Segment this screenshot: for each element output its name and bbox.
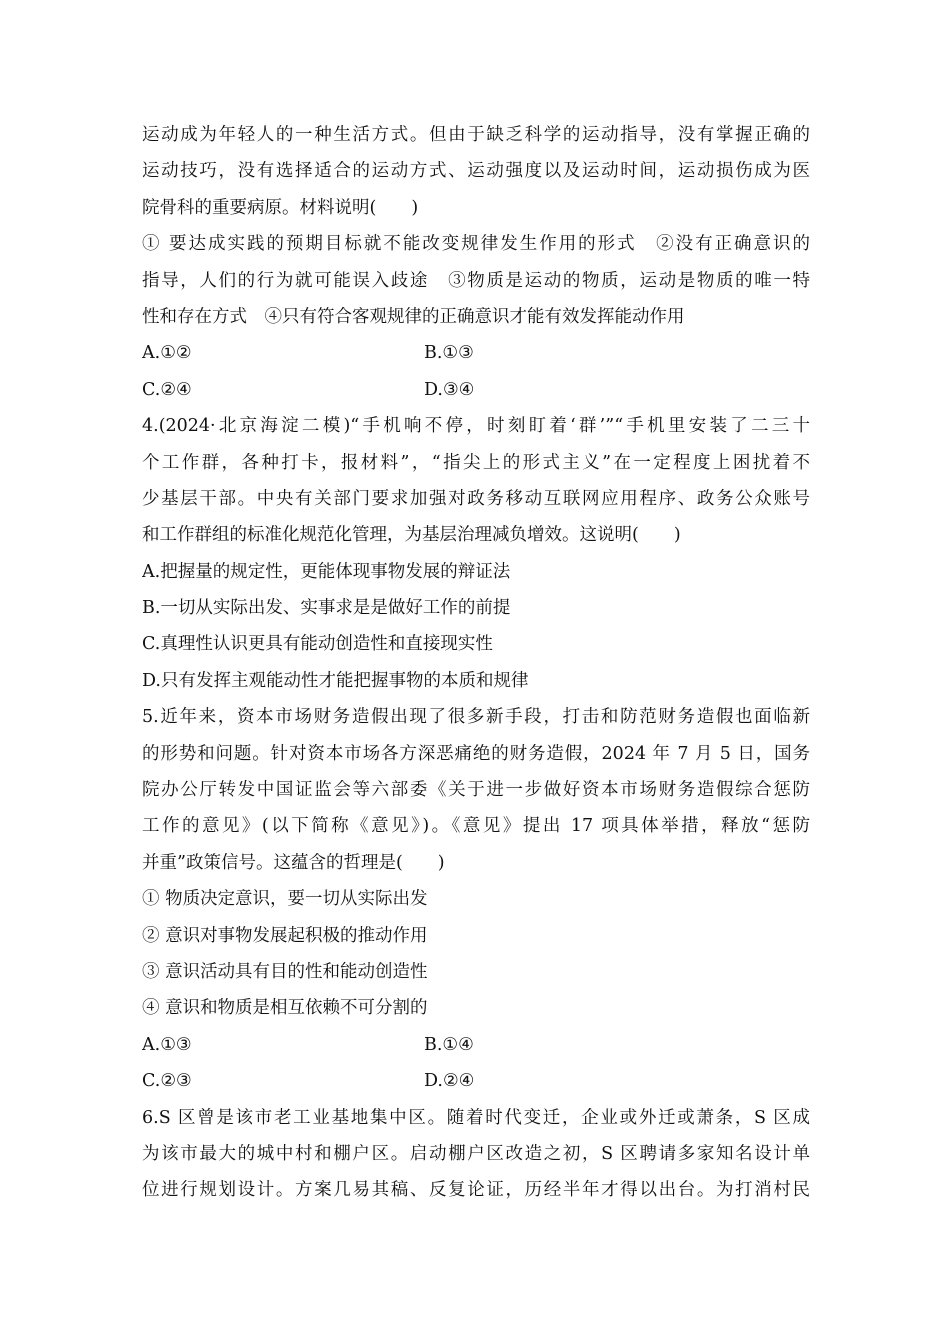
question-3-stem	[142, 117, 810, 335]
text-line: 院办公厅转发中国证监会等六部委《关于进一步做好资本市场财务造假综合惩防	[142, 780, 810, 801]
option-a[interactable]: A.①②	[142, 343, 192, 364]
text-line: 5.近年来，资本市场财务造假出现了很多新手段，打击和防范财务造假也面临新	[142, 707, 810, 728]
option-a[interactable]: A.①③	[142, 1034, 192, 1055]
option-c[interactable]: C.②③	[142, 1071, 192, 1092]
question-4-options	[142, 554, 810, 700]
statement-4: ④ 意识和物质是相互依赖不可分割的	[142, 998, 428, 1019]
option-b[interactable]: B.①③	[424, 343, 474, 364]
statement-2: ② 意识对事物发展起积极的推动作用	[142, 925, 428, 946]
text-line: 4.(2024·北京海淀二模)“手机响不停，时刻盯着‘群’”“手机里安装了二三十	[142, 416, 810, 437]
option-d[interactable]: D.②④	[424, 1071, 475, 1092]
document-page	[142, 117, 810, 1209]
statement-1: ① 物质决定意识，要一切从实际出发	[142, 889, 428, 910]
text-line: 少基层干部。中央有关部门要求加强对政务移动互联网应用程序、政务公众账号	[142, 488, 810, 509]
question-3-options	[142, 335, 810, 408]
text-line: 运动技巧，没有选择适合的运动方式、运动强度以及运动时间，运动损伤成为医	[142, 161, 810, 182]
text-line: 的形势和问题。针对资本市场各方深恶痛绝的财务造假，2024 年 7 月 5 日，国务	[142, 743, 810, 764]
text-line: 工作的意见》(以下简称《意见》)。《意见》提出 17 项具体举措，释放“惩防	[142, 816, 810, 837]
option-d[interactable]: D.只有发挥主观能动性才能把握事物的本质和规律	[142, 670, 529, 691]
statement-line: 性和存在方式 ④只有符合客观规律的正确意识才能有效发挥能动作用	[142, 306, 685, 327]
text-line: 个工作群，各种打卡，报材料”，“指尖上的形式主义”在一定程度上困扰着不	[142, 452, 810, 473]
text-line: 院骨科的重要病原。材料说明( )	[142, 197, 419, 218]
question-5-statements	[142, 881, 810, 1027]
question-6-stem	[142, 1100, 810, 1209]
option-row	[142, 1027, 810, 1063]
text-line: 6.S 区曾是该市老工业基地集中区。随着时代变迁，企业或外迁或萧条，S 区成	[142, 1107, 810, 1128]
option-c[interactable]: C.真理性认识更具有能动创造性和直接现实性	[142, 634, 493, 655]
question-5-stem	[142, 699, 810, 881]
question-5-options	[142, 1027, 810, 1100]
option-d[interactable]: D.③④	[424, 379, 475, 400]
option-row	[142, 335, 810, 371]
question-4-stem	[142, 408, 810, 554]
option-b[interactable]: B.一切从实际出发、实事求是是做好工作的前提	[142, 598, 511, 619]
option-row	[142, 372, 810, 408]
text-line: 为该市最大的城中村和棚户区。启动棚户区改造之初，S 区聘请多家知名设计单	[142, 1143, 810, 1164]
text-line: 运动成为年轻人的一种生活方式。但由于缺乏科学的运动指导，没有掌握正确的	[142, 125, 810, 145]
option-row	[142, 1063, 810, 1099]
statement-3: ③ 意识活动具有目的性和能动创造性	[142, 961, 428, 982]
text-line: 并重”政策信号。这蕴含的哲理是( )	[142, 852, 445, 873]
option-a[interactable]: A.把握量的规定性，更能体现事物发展的辩证法	[142, 561, 511, 582]
statement-line: ① 要达成实践的预期目标就不能改变规律发生作用的形式 ②没有正确意识的	[142, 234, 810, 255]
option-c[interactable]: C.②④	[142, 379, 192, 400]
text-line: 位进行规划设计。方案几易其稿、反复论证，历经半年才得以出台。为打消村民	[142, 1180, 810, 1201]
text-line: 和工作群组的标准化规范化管理，为基层治理减负增效。这说明( )	[142, 525, 681, 546]
option-b[interactable]: B.①④	[424, 1034, 474, 1055]
statement-line: 指导，人们的行为就可能误入歧途 ③物质是运动的物质，运动是物质的唯一特	[142, 270, 810, 291]
